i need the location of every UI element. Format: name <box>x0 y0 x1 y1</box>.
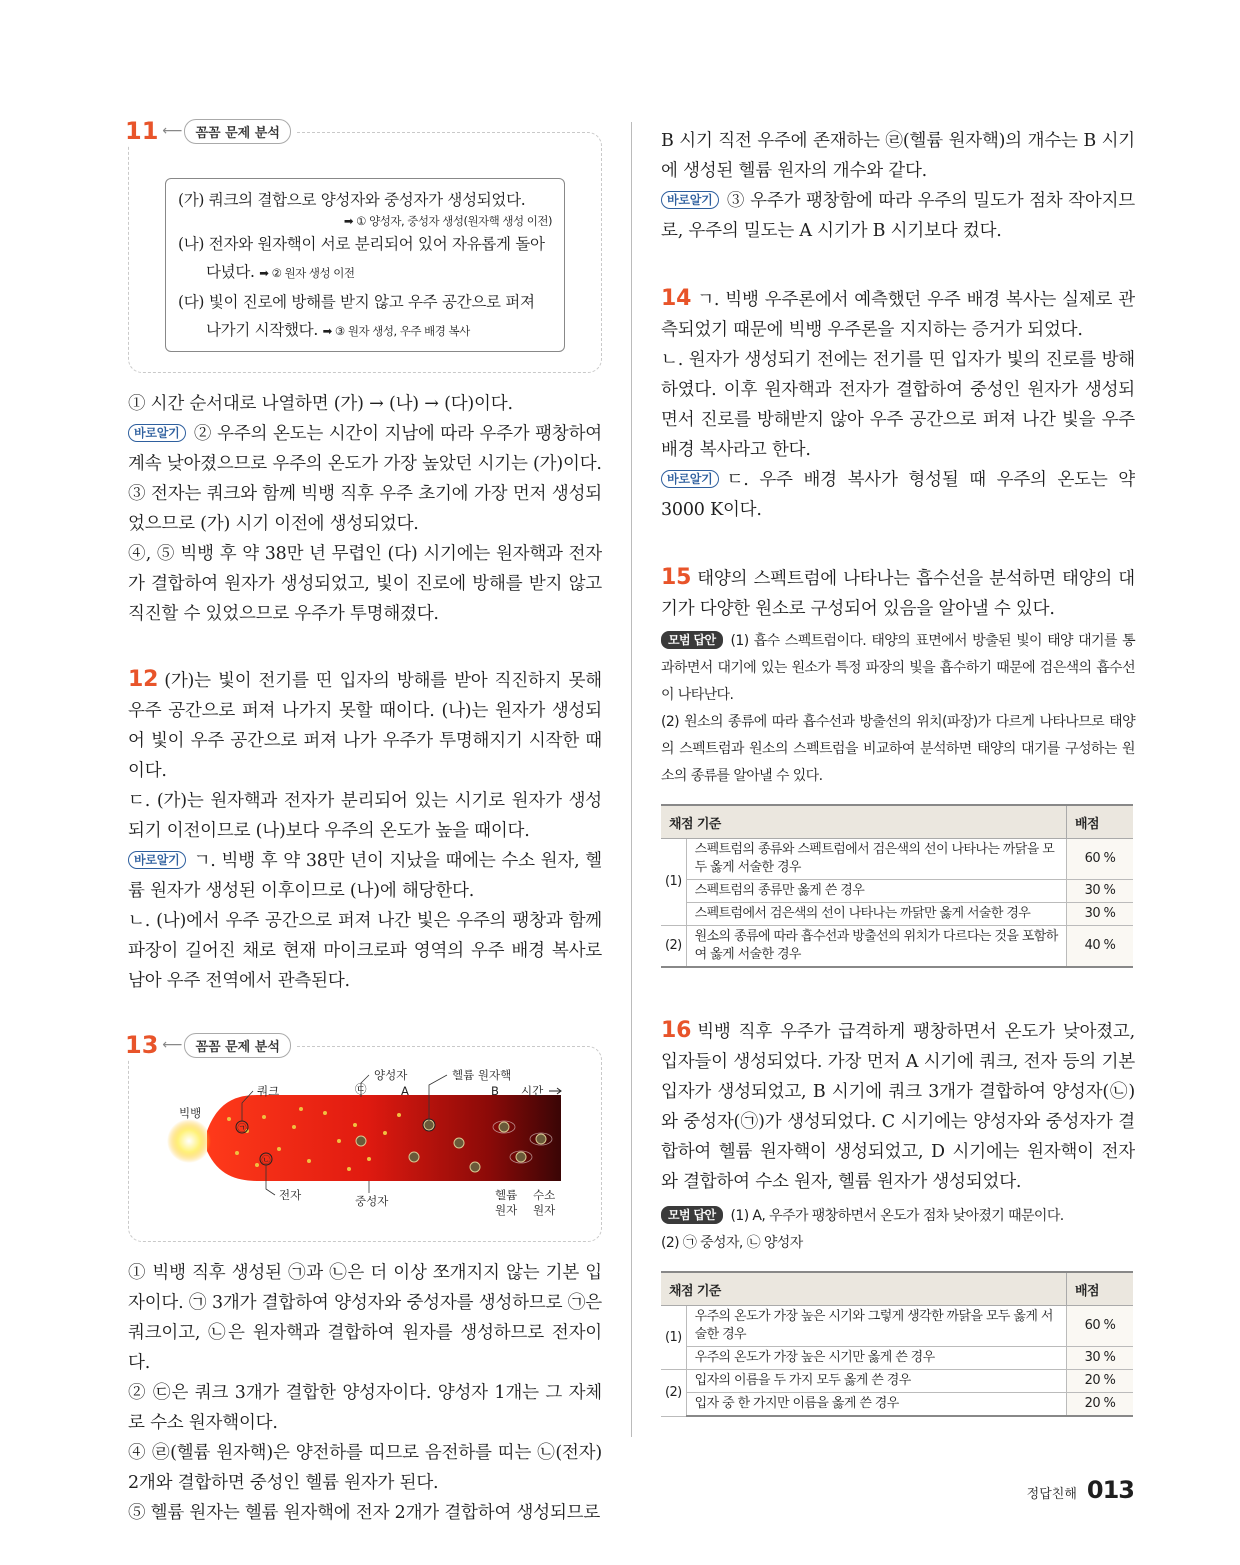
q11-line-da-text: 나가기 시작했다. <box>206 321 318 339</box>
arrow-icon: ⟵ <box>162 1037 183 1053</box>
table-part-label: (2) <box>661 1370 686 1417</box>
expansion-tube <box>207 1095 561 1181</box>
table-header-criteria: 채점 기준 <box>661 1272 1067 1306</box>
table-header-criteria: 채점 기준 <box>661 805 1067 839</box>
q14-p2: ㄴ. 원자가 생성되기 전에는 전기를 띤 입자가 빛의 진로를 방해하였다. 이후 원자핵과 전자가 결합하여 중성인 원자가 생성되면서 진로를 방해받지 않아 우주 공간으로 퍼져 나간 빛을 우주 배경 복사라고 한다. <box>661 350 1135 460</box>
q13-analysis-box <box>125 1031 602 1242</box>
table-criteria-cell: 우주의 온도가 가장 높은 시기만 옳게 쓴 경우 <box>686 1347 1066 1370</box>
q15-score-table <box>661 804 1133 968</box>
q14-p3-text: ㄷ. 우주 배경 복사가 형성될 때 우주의 온도는 약 3000 K이다. <box>661 470 1135 520</box>
q11-p4: ④, ⑤ 빅뱅 후 약 38만 년 무렵인 (다) 시기에는 원자핵과 전자가 결합하여 원자가 생성되었고, 빛이 진로에 방해를 받지 않고 직진할 수 있었으므로 우주가 투명해졌다. <box>128 544 602 624</box>
q11-note-da: ➡ ③ 원자 생성, 우주 배경 복사 <box>322 324 470 338</box>
q12-p4: ㄴ. (나)에서 우주 공간으로 퍼져 나간 빛은 우주의 팽창과 함께 파장이 길어진 채로 현재 마이크로파 영역의 우주 배경 복사로 남아 우주 전역에서 관측된다. <box>128 911 602 991</box>
q15-a1 <box>661 628 1135 709</box>
left-column <box>125 117 602 1528</box>
q16-number: 16 <box>661 1018 692 1043</box>
q13-tag: 바로알기 <box>661 191 719 209</box>
table-criteria-cell: 입자의 이름을 두 가지 모두 옳게 쓴 경우 <box>686 1370 1066 1393</box>
table-points-cell: 40 % <box>1067 926 1134 968</box>
q16-a1-text: (1) A, 우주가 팽창하면서 온도가 점차 낮아졌기 때문이다. <box>730 1208 1064 1224</box>
q11-line-na-cont <box>178 261 552 283</box>
q16-p1 <box>661 1016 1135 1197</box>
q14-p1 <box>661 284 1135 345</box>
q11-line-na-text: 다녔다. <box>206 263 255 281</box>
table-points-cell: 30 % <box>1067 903 1134 926</box>
table-criteria-cell: 스펙트럼에서 검은색의 선이 나타나는 까닭만 옳게 서술한 경우 <box>686 903 1066 926</box>
table-criteria-cell: 스펙트럼의 종류만 옳게 쓴 경우 <box>686 880 1066 903</box>
q11-p1: ① 시간 순서대로 나열하면 (가) → (나) → (다)이다. <box>128 394 513 414</box>
fig-mark-a: A <box>401 1084 409 1098</box>
column-divider <box>631 122 632 1437</box>
q15-a2: (2) 원소의 종류에 따라 흡수선과 방출선의 위치(파장)가 다르게 나타나므로 태양의 스펙트럼과 원소의 스펙트럼을 비교하여 분석하면 태양의 대기를 구성하는 원소의 종류를 알아낼 수 있다. <box>661 714 1135 784</box>
table-header-row <box>661 805 1133 839</box>
q11-note-na: ➡ ② 원자 생성 이전 <box>259 266 355 280</box>
table-criteria-cell: 우주의 온도가 가장 높은 시기와 그렇게 생각한 까닭을 모두 옳게 서술한 경우 <box>686 1306 1066 1347</box>
table-criteria-cell: 스펙트럼의 종류와 스펙트럼에서 검은색의 선이 나타나는 까닭을 모두 옳게 서술한 경우 <box>686 839 1066 880</box>
q11-line-da-cont <box>178 319 552 341</box>
table-row <box>661 1393 1133 1417</box>
table-points-cell: 20 % <box>1067 1370 1134 1393</box>
q16-p1-text: 빅뱅 직후 우주가 급격하게 팽창하면서 온도가 낮아졌고, 입자들이 생성되었다. 가장 먼저 A 시기에 쿼크, 전자 등의 기본 입자가 생성되었고, B 시기에 쿼크 3개가 결합하여 양성자(㉡)와 중성자(㉠)가 생성되었다. C 시기에는 양성자와 중성자가 결합하여 헬륨 원자핵이 생성되었고, D 시기에는 원자핵이 전자와 결합하여 수소 원자, 헬륨 원자가 생성되었다. <box>661 1022 1135 1192</box>
fig-time: 시간 <box>521 1084 544 1098</box>
fig-helium-atom-1: 헬륨 <box>495 1188 518 1202</box>
table-points-cell: 20 % <box>1067 1393 1134 1417</box>
table-header-points: 배점 <box>1067 1272 1134 1306</box>
page-footer <box>1027 1476 1134 1504</box>
q14-number: 14 <box>661 286 692 311</box>
table-part-label: (1) <box>661 839 686 926</box>
table-criteria-cell: 원소의 종류에 따라 흡수선과 방출선의 위치가 다르다는 것을 포함하여 옳게 서술한 경우 <box>686 926 1066 968</box>
q11-number: 11 <box>125 117 159 145</box>
q14-p3 <box>661 465 1135 525</box>
q15-p1 <box>661 563 1135 624</box>
table-part-label: (2) <box>661 926 686 968</box>
table-row <box>661 1370 1133 1393</box>
table-row <box>661 1306 1133 1347</box>
q15-tag: 모범 답안 <box>661 631 723 649</box>
q13-p4: ⑤ 헬륨 원자는 헬륨 원자핵에 전자 2개가 결합하여 생성되므로 <box>128 1503 601 1523</box>
q13-number: 13 <box>125 1031 159 1059</box>
q13-p2: ② ㉢은 쿼크 3개가 결합한 양성자이다. 양성자 1개는 그 자체로 수소 원자핵이다. <box>128 1383 602 1433</box>
q15-p1-text: 태양의 스펙트럼에 나타나는 흡수선을 분석하면 태양의 대기가 다양한 원소로 구성되어 있음을 알아낼 수 있다. <box>661 569 1135 619</box>
table-row <box>661 926 1133 968</box>
q11-p2 <box>128 419 602 479</box>
fig-mark-c: ㉢ <box>355 1082 367 1096</box>
q12-tag: 바로알기 <box>128 851 186 869</box>
q11-line-da: (다) 빛이 진로에 방해를 받지 않고 우주 공간으로 퍼져 <box>178 293 535 311</box>
page-number: 013 <box>1086 1476 1134 1504</box>
arrow-icon: ⟵ <box>162 123 183 139</box>
fig-electron: 전자 <box>279 1188 302 1202</box>
q15-a1-text: (1) 흡수 스펙트럼이다. 태양의 표면에서 방출된 빛이 태양 대기를 통과하면서 대기에 있는 원소가 특정 파장의 빛을 흡수하기 때문에 검은색의 흡수선이 나타난다. <box>661 633 1135 703</box>
q11-p2-text: ② 우주의 온도는 시간이 지남에 따라 우주가 팽창하여 계속 낮아졌으므로 우주의 온도가 가장 높았던 시기는 (가)이다. <box>128 424 602 474</box>
q12-p1-text: (가)는 빛이 전기를 띤 입자의 방해를 받아 직진하지 못해 우주 공간으로 퍼져 나가지 못할 때이다. (나)는 원자가 생성되어 빛이 우주 공간으로 퍼져 나가 우주가 투명해지기 시작한 때이다. <box>128 671 602 781</box>
table-header-points: 배점 <box>1067 805 1134 839</box>
q16-a2: (2) ㉠ 중성자, ㉡ 양성자 <box>661 1235 803 1251</box>
q13-p3: ④ ㉣(헬륨 원자핵)은 양전하를 띠므로 음전하를 띠는 ㉡(전자) 2개와 결합하면 중성인 헬륨 원자가 된다. <box>128 1443 602 1493</box>
q11-tag: 바로알기 <box>128 424 186 442</box>
table-row <box>661 1347 1133 1370</box>
table-criteria-cell: 입자 중 한 가지만 이름을 옳게 쓴 경우 <box>686 1393 1066 1417</box>
fig-neutron: 중성자 <box>355 1194 389 1208</box>
big-bang-glow-icon <box>167 1119 211 1163</box>
q11-p3: ③ 전자는 쿼크와 함께 빅뱅 직후 우주 초기에 가장 먼저 생성되었으므로 (가) 시기 이전에 생성되었다. <box>128 484 602 534</box>
q11-note-ga: ➡ ① 양성자, 중성자 생성(원자핵 생성 이전) <box>343 214 552 228</box>
fig-helium-atom-2: 원자 <box>495 1203 518 1217</box>
q12-p3-text: ㄱ. 빅뱅 후 약 38만 년이 지났을 때에는 수소 원자, 헬륨 원자가 생성된 이후이므로 (나)에 해당한다. <box>128 851 602 901</box>
fig-helium-nucleus: 헬륨 원자핵 <box>452 1069 512 1082</box>
q15-number: 15 <box>661 565 692 590</box>
time-arrow-icon <box>549 1088 561 1094</box>
q14-tag: 바로알기 <box>661 470 719 488</box>
fig-mark-b: B <box>491 1084 499 1098</box>
fig-hydrogen-atom-1: 수소 <box>533 1188 556 1202</box>
q12-p2: ㄷ. (가)는 원자핵과 전자가 분리되어 있는 시기로 원자가 생성되기 이전이므로 (나)보다 우주의 온도가 높을 때이다. <box>128 791 602 841</box>
right-column <box>661 126 1135 1417</box>
fig-mark-l: ㉡ <box>261 1156 271 1166</box>
table-points-cell: 60 % <box>1067 839 1134 880</box>
q12-p3 <box>128 846 602 906</box>
q13-p1: ① 빅뱅 직후 생성된 ㉠과 ㉡은 더 이상 쪼개지지 않는 기본 입자이다. ㉠ 3개가 결합하여 양성자와 중성자를 생성하므로 ㉠은 쿼크이고, ㉡은 원자핵과 결합하여 원자를 생성하므로 전자이다. <box>128 1263 602 1373</box>
footer-label: 정답친해 <box>1026 1487 1077 1502</box>
fig-mark-g: ㉠ <box>237 1124 247 1134</box>
q16-tag: 모범 답안 <box>661 1206 723 1224</box>
q11-analysis-box <box>125 117 602 373</box>
table-row <box>661 880 1133 903</box>
q11-box-title: 꼼꼼 문제 분석 <box>184 119 290 144</box>
q13-header <box>125 1031 295 1059</box>
table-row <box>661 903 1133 926</box>
q13-p6 <box>661 186 1135 246</box>
fig-proton: 양성자 <box>374 1069 408 1082</box>
fig-big-bang: 빅뱅 <box>179 1106 202 1120</box>
q11-header <box>125 117 295 145</box>
universe-evolution-figure <box>129 1069 599 1229</box>
q16-score-table <box>661 1271 1133 1417</box>
q16-a1 <box>661 1203 1135 1230</box>
table-points-cell: 30 % <box>1067 1347 1134 1370</box>
fig-hydrogen-atom-2: 원자 <box>533 1203 556 1217</box>
q11-line-na: (나) 전자와 원자핵이 서로 분리되어 있어 자유롭게 돌아 <box>178 235 545 253</box>
q14-p1-text: ㄱ. 빅뱅 우주론에서 예측했던 우주 배경 복사는 실제로 관측되었기 때문에 빅뱅 우주론을 지지하는 증거가 되었다. <box>661 290 1135 340</box>
q12-p1 <box>128 665 602 786</box>
table-points-cell: 30 % <box>1067 880 1134 903</box>
q13-p6-text: ③ 우주가 팽창함에 따라 우주의 밀도가 점차 작아지므로, 우주의 밀도는 A 시기가 B 시기보다 컸다. <box>661 191 1135 241</box>
q11-line-ga: (가) 쿼크의 결합으로 양성자와 중성자가 생성되었다. <box>178 191 526 209</box>
q13-p5: B 시기 직전 우주에 존재하는 ㉣(헬륨 원자핵)의 개수는 B 시기에 생성된 헬륨 원자의 개수와 같다. <box>661 131 1135 181</box>
table-header-row <box>661 1272 1133 1306</box>
table-part-label: (1) <box>661 1306 686 1370</box>
q12-number: 12 <box>128 667 159 692</box>
q11-inner-box <box>165 178 565 352</box>
table-points-cell: 60 % <box>1067 1306 1134 1347</box>
q13-box-title: 꼼꼼 문제 분석 <box>184 1033 290 1058</box>
fig-quark: 쿼크 <box>257 1084 280 1098</box>
table-row <box>661 839 1133 880</box>
